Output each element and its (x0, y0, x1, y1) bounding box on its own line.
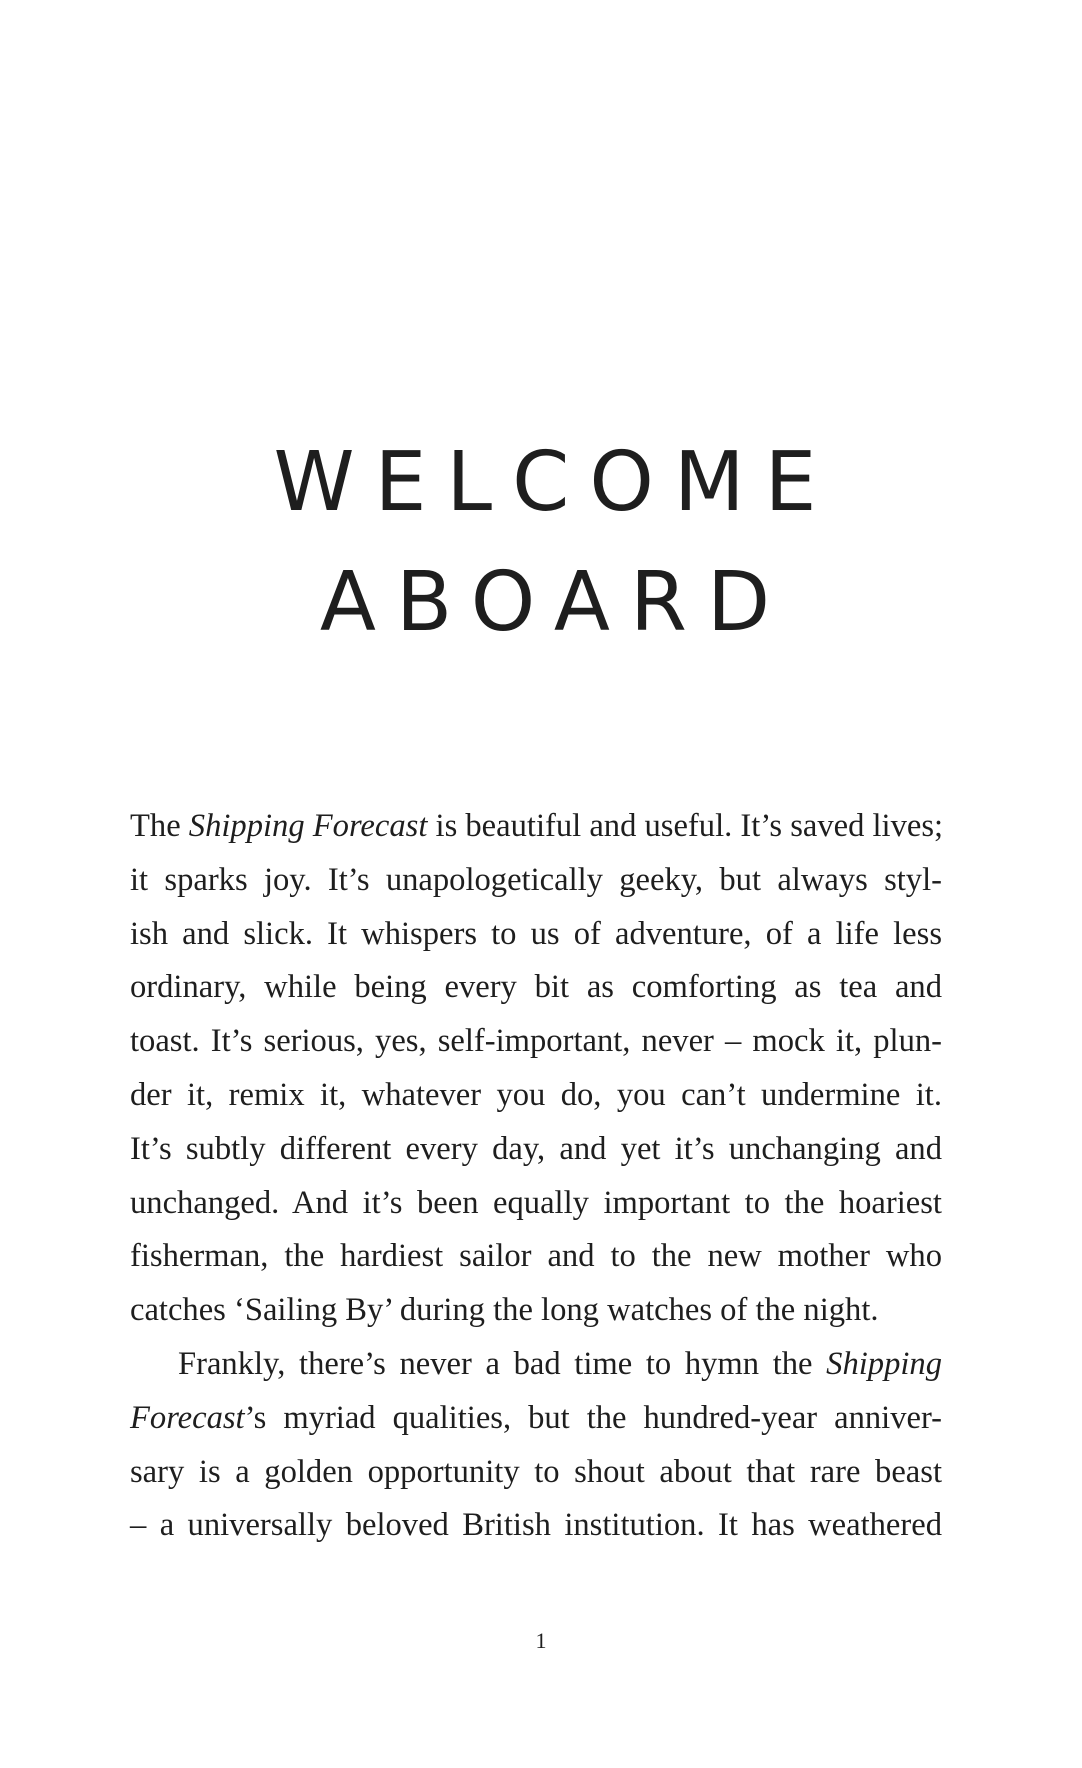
page-number: 1 (535, 1628, 547, 1653)
chapter-title-line-2: ABOARD (319, 555, 791, 650)
paragraph-1-line-2: it sparks joy. It’s unapologetically geeky, but always styl- (130, 861, 942, 898)
text-run: is beautiful and useful. It’s saved lives; (427, 808, 944, 844)
paragraph-1-line-6: der it, remix it, whatever you do, you can’t undermine it. (130, 1076, 942, 1113)
paragraph-1-line-10: catches ‘Sailing By’ during the long watches of the night. (130, 1292, 879, 1329)
paragraph-1-line-9: fisherman, the hardiest sailor and to the new mother who (130, 1238, 942, 1275)
text-run: The (130, 808, 189, 844)
paragraph-2-line-1 (130, 1338, 942, 1392)
paragraph-1-line-1 (130, 800, 942, 854)
paragraph-2-line-4: – a universally beloved British institution. It has weathered (130, 1507, 942, 1544)
paragraph-1-line-3: ish and slick. It whispers to us of adventure, of a life less (130, 915, 942, 952)
paragraph-2-line-2 (130, 1392, 942, 1446)
text-run: Frankly, there’s never a bad time to hymn the (178, 1345, 827, 1382)
italic-title: Forecast (130, 1399, 245, 1436)
body-text (130, 800, 942, 1553)
italic-title: Shipping Forecast (188, 808, 428, 844)
paragraph-1-line-7: It’s subtly different every day, and yet it’s unchanging and (130, 1130, 942, 1167)
text-run: ’s myriad qualities, but the hundred-year anniver- (244, 1399, 942, 1436)
paragraph-1-line-4: ordinary, while being every bit as comforting as tea and (130, 969, 942, 1006)
italic-title: Shipping (826, 1345, 942, 1382)
paragraph-1-line-5: toast. It’s serious, yes, self-important, never – mock it, plun- (130, 1023, 942, 1060)
paragraph-2-line-3: sary is a golden opportunity to shout about that rare beast (130, 1453, 942, 1490)
chapter-title-line-1: WELCOME (273, 435, 837, 530)
paragraph-1-line-8: unchanged. And it’s been equally important to the hoariest (130, 1184, 942, 1221)
